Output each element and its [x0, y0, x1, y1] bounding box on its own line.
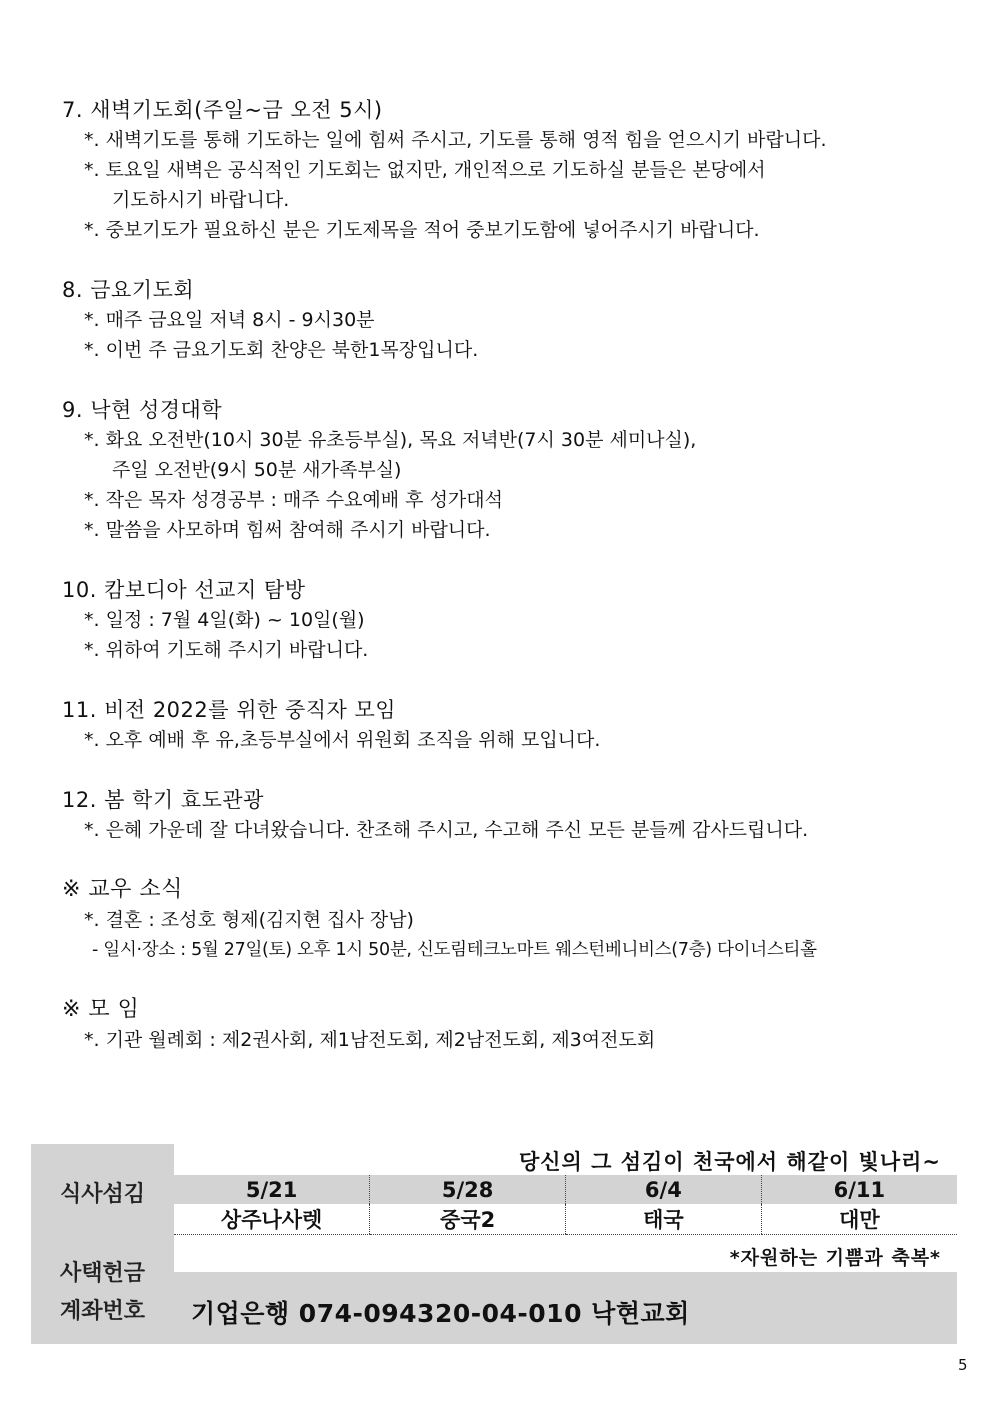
continuation-line: 기도하시기 바랍니다.	[112, 189, 290, 211]
meal-service-label: 식사섬김	[59, 1182, 145, 1207]
section-mission-trip	[62, 575, 962, 665]
section-vision-meeting	[62, 695, 962, 755]
bullet-line: *. 작은 목자 성경공부 : 매주 수요예배 후 성가대석	[84, 489, 503, 511]
section-friday-prayer	[62, 275, 962, 365]
bulletin-body	[62, 95, 962, 1085]
bullet-line: *. 이번 주 금요기도회 찬양은 북한1목장입니다.	[84, 339, 479, 361]
offering-note: *자원하는 기쁨과 축복*	[729, 1247, 941, 1269]
section-member-news	[62, 875, 962, 965]
date-cell: 6/4	[566, 1175, 762, 1204]
service-info-box	[31, 1144, 957, 1344]
section-spring-tour	[62, 785, 962, 845]
bullet-line: *. 화요 오전반(10시 30분 유초등부실), 목요 저녁반(7시 30분 세미나실),	[84, 429, 697, 451]
section-title: 11. 비전 2022를 위한 중직자 모임	[62, 698, 397, 722]
bullet-line: *. 매주 금요일 저녁 8시 - 9시30분	[84, 309, 375, 331]
team-cell: 태국	[566, 1204, 762, 1235]
date-cell: 5/21	[174, 1175, 370, 1204]
section-bible-college	[62, 395, 962, 545]
bullet-line: *. 위하여 기도해 주시기 바랍니다.	[84, 639, 369, 661]
date-cell: 6/11	[761, 1175, 957, 1204]
bullet-line: *. 말씀을 사모하며 힘써 참여해 주시기 바랍니다.	[84, 519, 491, 541]
bullet-line: *. 토요일 새벽은 공식적인 기도회는 없지만, 개인적으로 기도하실 분들은 본당에서	[84, 159, 766, 181]
date-cell: 5/28	[370, 1175, 566, 1204]
section-title: 8. 금요기도회	[62, 278, 195, 302]
bullet-line: *. 새벽기도를 통해 기도하는 일에 힘써 주시고, 기도를 통해 영적 힘을 얻으시기 바랍니다.	[84, 129, 827, 151]
page-number: 5	[958, 1356, 968, 1374]
dash-line: - 일시·장소 : 5월 27일(토) 오후 1시 50분, 신도림테크노마트 웨스턴베니비스(7층) 다이너스티홀	[92, 940, 817, 960]
section-title: 9. 낙현 성경대학	[62, 398, 223, 422]
account-label: 계좌번호	[59, 1299, 145, 1324]
offering-label: 사택헌금	[59, 1261, 145, 1286]
continuation-line: 주일 오전반(9시 50분 새가족부실)	[112, 459, 402, 481]
section-dawn-prayer	[62, 95, 962, 245]
bullet-line: *. 일정 : 7월 4일(화) ~ 10일(월)	[84, 609, 365, 631]
section-title: ※ 교우 소식	[62, 877, 183, 902]
bullet-line: *. 결혼 : 조성호 형제(김지현 집사 장남)	[84, 909, 414, 931]
section-title: 10. 캄보디아 선교지 탐방	[62, 578, 306, 602]
team-cell: 대만	[761, 1204, 957, 1235]
date-row	[174, 1175, 957, 1204]
bullet-line: *. 중보기도가 필요하신 분은 기도제목을 적어 중보기도함에 넣어주시기 바랍니다.	[84, 219, 760, 241]
meal-schedule-panel	[174, 1144, 957, 1272]
section-title: ※ 모 임	[62, 997, 140, 1022]
team-row	[174, 1204, 957, 1235]
bullet-line: *. 기관 월례회 : 제2권사회, 제1남전도회, 제2남전도회, 제3여전도회	[84, 1029, 656, 1051]
slogan: 당신의 그 섬김이 천국에서 해같이 빛나리~	[518, 1150, 941, 1174]
account-number: 기업은행 074-094320-04-010 낙현교회	[191, 1299, 690, 1328]
section-title: 7. 새벽기도회(주일~금 오전 5시)	[62, 98, 383, 122]
bullet-line: *. 은혜 가운데 잘 다녀왔습니다. 찬조해 주시고, 수고해 주신 모든 분들께 감사드립니다.	[84, 819, 809, 841]
bullet-line: *. 오후 예배 후 유,초등부실에서 위원회 조직을 위해 모입니다.	[84, 729, 601, 751]
meal-schedule-table	[174, 1175, 957, 1235]
team-cell: 중국2	[370, 1204, 566, 1235]
team-cell: 상주나사렛	[174, 1204, 370, 1235]
section-title: 12. 봄 학기 효도관광	[62, 788, 264, 812]
section-meetings	[62, 995, 962, 1055]
